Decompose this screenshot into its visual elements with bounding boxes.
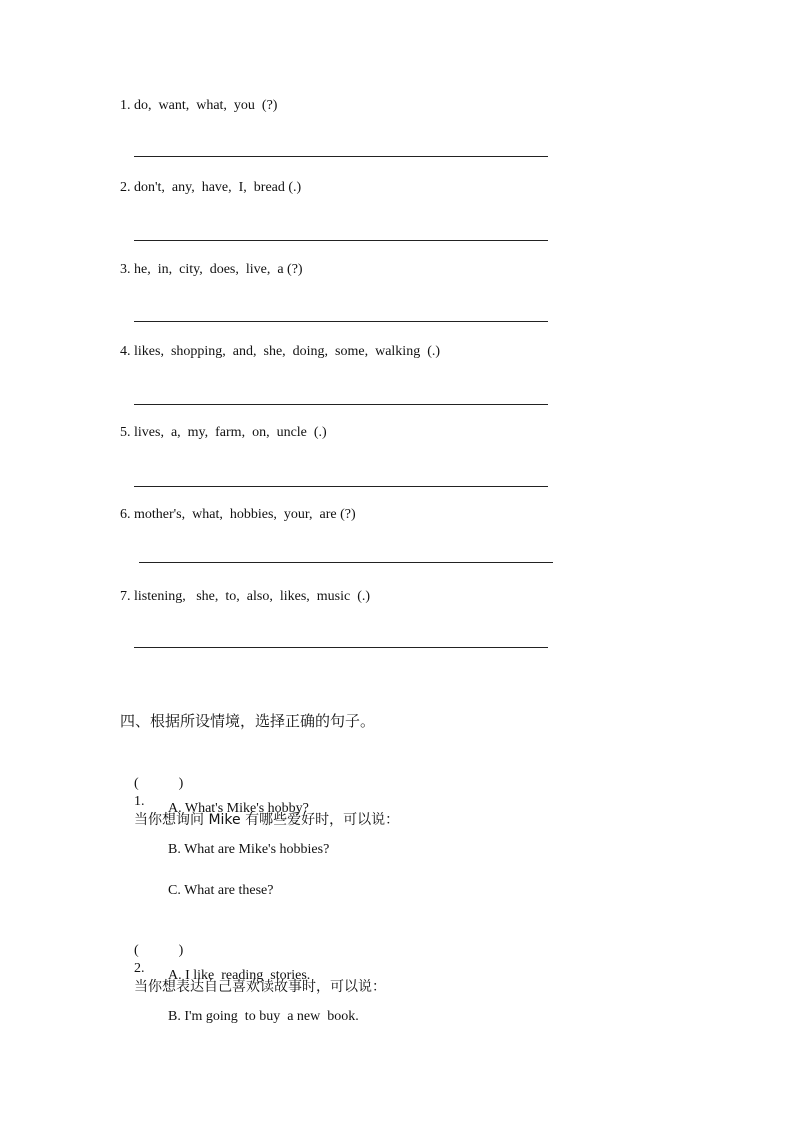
reorder-question-1: 1. do, want, what, you (?): [120, 98, 278, 113]
mc-option-2a: A. I like reading stories.: [168, 968, 311, 983]
reorder-question-5: 5. lives, a, my, farm, on, uncle (.): [120, 425, 327, 440]
mc-option-1c: C. What are these?: [168, 883, 274, 898]
mc-option-2b: B. I'm going to buy a new book.: [168, 1009, 359, 1024]
reorder-question-6: 6. mother's, what, hobbies, your, are (?): [120, 507, 356, 522]
answer-paren-open: (: [134, 943, 139, 958]
answer-line-2[interactable]: [134, 240, 548, 241]
answer-line-7[interactable]: [134, 647, 548, 648]
section-4-title: 四、根据所设情境，选择正确的句子。: [120, 712, 376, 730]
answer-line-1[interactable]: [134, 156, 548, 157]
mc-question-number: 1.: [134, 794, 145, 809]
answer-paren-close: ): [178, 943, 184, 958]
mc-question-number: 2.: [134, 961, 145, 976]
reorder-question-3: 3. he, in, city, does, live, a (?): [120, 262, 303, 277]
answer-paren-open: (: [134, 776, 139, 791]
answer-line-4[interactable]: [134, 404, 548, 405]
mc-option-1b: B. What are Mike's hobbies?: [168, 842, 330, 857]
answer-line-3[interactable]: [134, 321, 548, 322]
answer-line-6[interactable]: [139, 562, 553, 563]
reorder-question-4: 4. likes, shopping, and, she, doing, some, walking (.): [120, 344, 441, 359]
mc-question-prompt: 当你想表达自己喜欢读故事时，可以说：: [134, 979, 386, 995]
answer-paren-close: ): [178, 776, 184, 791]
mc-question-prompt: 当你想询问 Mike 有哪些爱好时，可以说：: [134, 812, 400, 828]
mc-option-1a: A. What's Mike's hobby?: [168, 801, 309, 816]
answer-line-5[interactable]: [134, 486, 548, 487]
reorder-question-2: 2. don't, any, have, I, bread (.): [120, 180, 302, 195]
reorder-question-7: 7. listening, she, to, also, likes, music (.): [120, 589, 371, 604]
